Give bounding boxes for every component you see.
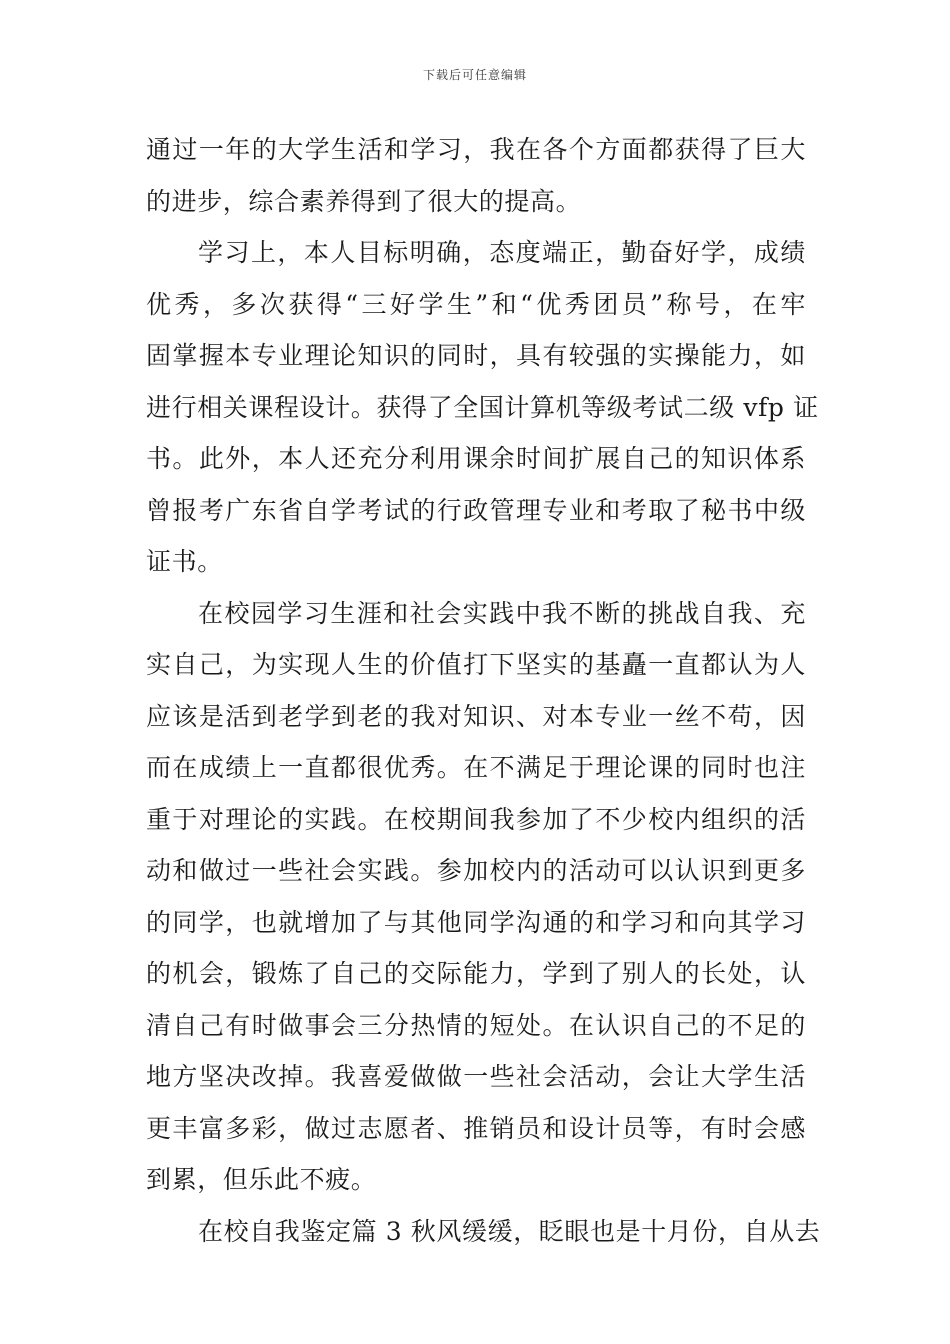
text-line: 更丰富多彩，做过志愿者、推销员和设计员等，有时会感 (146, 1113, 806, 1143)
text-line: 进行相关课程设计。获得了全国计算机等级考试二级 vfp 证 (146, 392, 819, 422)
text-line: 在校园学习生涯和社会实践中我不断的挑战自我、充 (198, 598, 806, 628)
text-line: 曾报考广东省自学考试的行政管理专业和考取了秘书中级 (146, 495, 806, 525)
text-line: 的同学，也就增加了与其他同学沟通的和学习和向其学习 (146, 907, 806, 937)
text-line: 应该是活到老学到老的我对知识、对本专业一丝不苟，因 (146, 701, 806, 731)
text-line: 通过一年的大学生活和学习，我在各个方面都获得了巨大 (146, 135, 806, 164)
text-line: 地方坚决改掉。我喜爱做做一些社会活动，会让大学生活 (146, 1062, 806, 1091)
text-line: 的机会，锻炼了自己的交际能力，学到了别人的长处，认 (146, 959, 806, 988)
paragraph-2 (146, 227, 819, 588)
text-line: 动和做过一些社会实践。参加校内的活动可以认识到更多 (146, 856, 806, 885)
text-line: 实自己，为实现人生的价值打下坚实的基矗一直都认为人 (146, 650, 806, 679)
text-line: 到累，但乐此不疲。 (146, 1165, 377, 1194)
paragraph-4 (146, 1206, 821, 1258)
paragraph-3 (146, 588, 806, 1206)
text-line: 在校自我鉴定篇 3 秋风缓缓，眨眼也是十月份，自从去 (198, 1216, 821, 1246)
text-line: 清自己有时做事会三分热情的短处。在认识自己的不足的 (146, 1010, 806, 1040)
text-line: 优秀，多次获得“三好学生”和“优秀团员”称号，在牢 (146, 289, 806, 319)
text-line: 而在成绩上一直都很优秀。在不满足于理论课的同时也注 (146, 753, 806, 782)
page-header: 下载后可任意编辑 (422, 68, 527, 82)
paragraph-1 (146, 124, 806, 227)
document-body (146, 124, 821, 1257)
text-line: 的进步，综合素养得到了很大的提高。 (146, 186, 582, 216)
text-line: 书。此外，本人还充分利用课余时间扩展自己的知识体系 (146, 444, 806, 473)
text-line: 重于对理论的实践。在校期间我参加了不少校内组织的活 (146, 804, 806, 834)
text-line: 证书。 (146, 547, 223, 576)
text-line: 固掌握本专业理论知识的同时，具有较强的实操能力，如 (146, 341, 806, 370)
text-line: 学习上，本人目标明确，态度端正，勤奋好学，成绩 (198, 238, 806, 267)
